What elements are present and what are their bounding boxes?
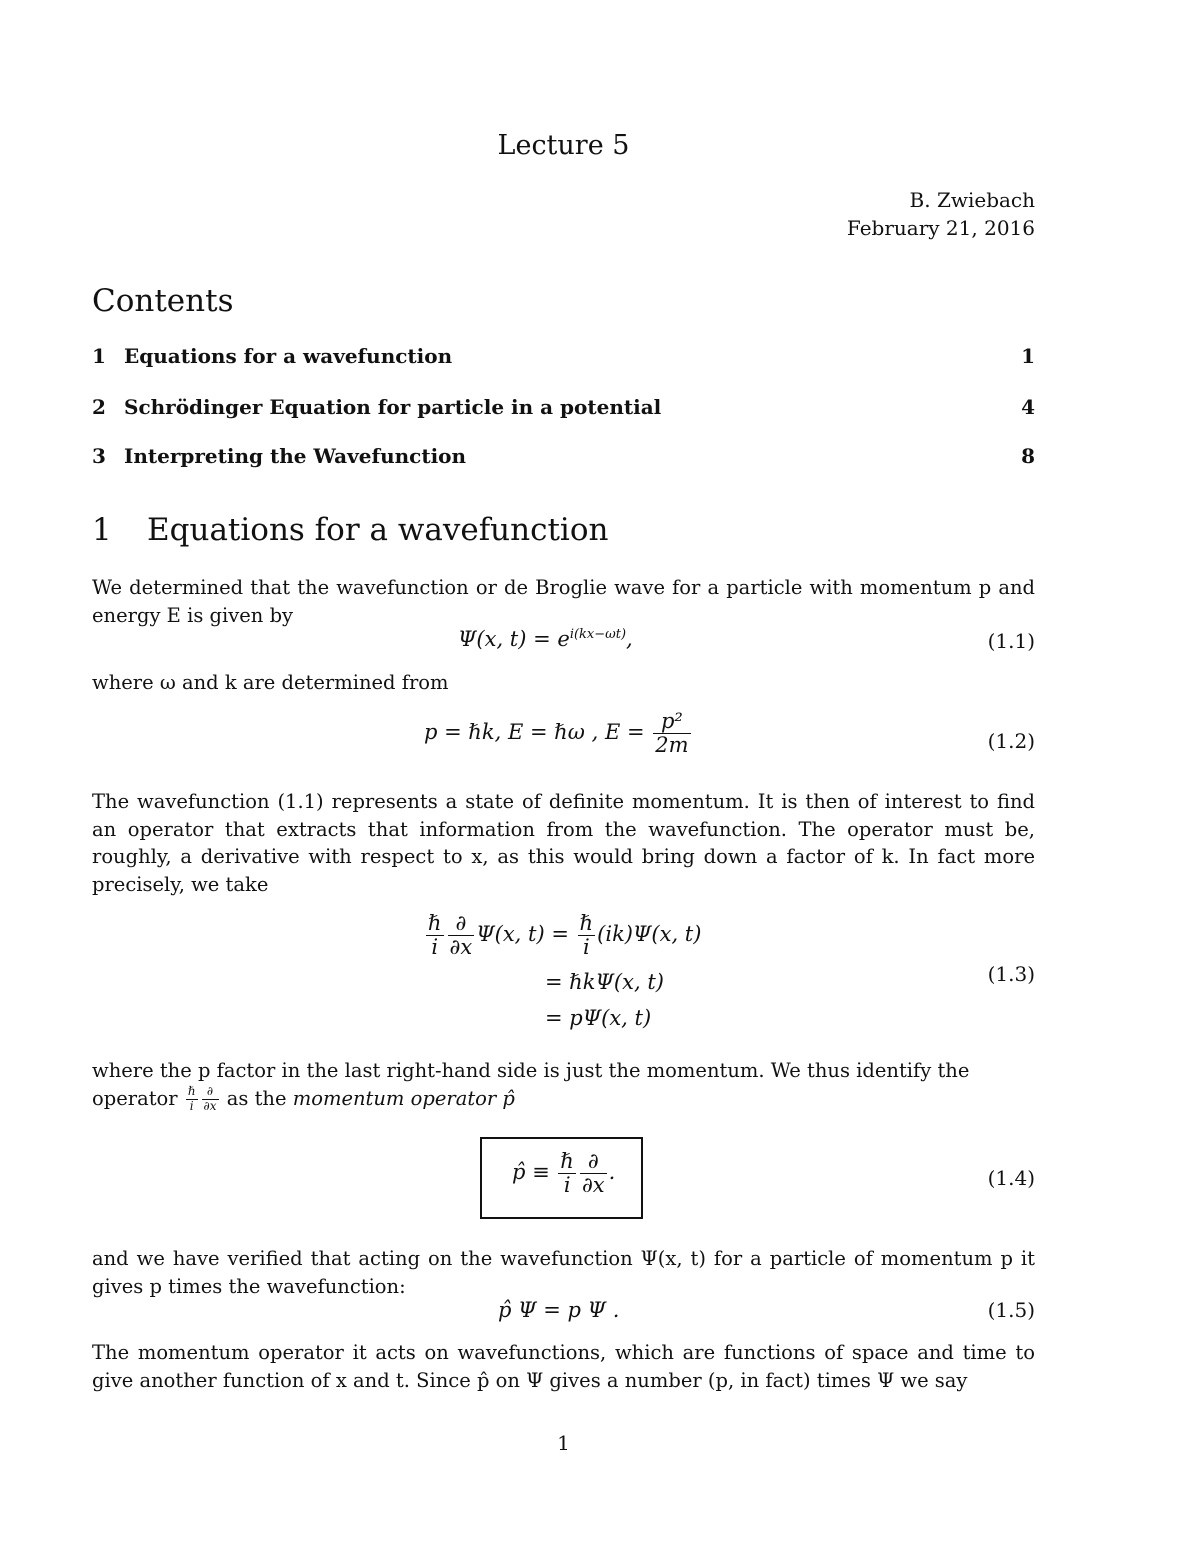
equation-label: (1.4) xyxy=(987,1166,1035,1190)
fraction-denominator: i xyxy=(431,935,439,960)
fraction-numerator: ℏ xyxy=(187,1084,196,1099)
equation-1-4-left: p̂ ≡ xyxy=(512,1160,550,1185)
toc-page: 4 xyxy=(1021,395,1035,419)
equation-1-5: p̂ Ψ = p Ψ . xyxy=(498,1298,620,1322)
fraction-numerator: ∂ xyxy=(580,1150,607,1174)
equation-label: (1.5) xyxy=(987,1298,1035,1322)
equation-1-4-tail: . xyxy=(608,1160,616,1185)
paragraph-4-operator: operator xyxy=(92,1086,178,1110)
toc-entry[interactable] xyxy=(92,395,1035,419)
equation-1-4 xyxy=(512,1150,615,1197)
equation-label: (1.2) xyxy=(987,729,1035,753)
fraction xyxy=(448,912,475,959)
equation-1-3-line-1 xyxy=(424,912,701,959)
equation-1-2-left: p = ℏk, E = ℏω , E = xyxy=(424,720,645,745)
toc-entry[interactable] xyxy=(92,444,1035,468)
toc-entry[interactable] xyxy=(92,344,1035,368)
equation-1-3-line-3: = pΨ(x, t) xyxy=(545,1006,652,1030)
paragraph-2: where ω and k are determined from xyxy=(92,671,449,694)
momentum-operator-term: momentum operator p̂ xyxy=(292,1086,515,1110)
toc-number: 1 xyxy=(92,344,106,368)
section-title: Equations for a wavefunction xyxy=(147,512,609,548)
fraction-numerator: ℏ xyxy=(579,911,594,935)
equation-1-3-line-2: = ℏkΨ(x, t) xyxy=(545,970,664,994)
toc-title: Equations for a wavefunction xyxy=(124,344,453,368)
fraction-denominator: ∂x xyxy=(449,935,473,960)
date: February 21, 2016 xyxy=(846,216,1035,240)
fraction-denominator: i xyxy=(583,935,590,960)
fraction-denominator: i xyxy=(563,1173,571,1198)
fraction-denominator: i xyxy=(189,1098,194,1113)
fraction xyxy=(558,1150,576,1197)
lecture-title: Lecture 5 xyxy=(497,130,630,161)
fraction-numerator: ℏ xyxy=(428,911,442,935)
fraction xyxy=(202,1085,219,1112)
equation-label: (1.1) xyxy=(987,629,1035,653)
equation-1-1-exponent: i(kx−ωt) xyxy=(569,627,627,642)
fraction-denominator: 2m xyxy=(655,733,689,758)
paragraph-4 xyxy=(92,1057,1035,1113)
fraction xyxy=(653,710,690,757)
toc-number: 2 xyxy=(92,395,106,419)
fraction-numerator: ∂ xyxy=(448,912,475,936)
toc-page: 8 xyxy=(1021,444,1035,468)
author: B. Zwiebach xyxy=(909,188,1035,212)
fraction xyxy=(426,912,444,959)
contents-heading: Contents xyxy=(92,283,234,319)
equation-1-3-rhs: (ik)Ψ(x, t) xyxy=(597,922,702,947)
paragraph-4-line-1: where the p factor in the last right-hand side is just the momentum. We thus identify the xyxy=(92,1059,970,1082)
paragraph-3: The wavefunction (1.1) represents a state of definite momentum. It is then of interest to find an operator that extracts that information from the wavefunction. The operator must be, roughly, a derivative with respect to x, as this would bring down a factor of k. In fact more precisely, we take xyxy=(92,790,1035,896)
fraction-denominator: ∂x xyxy=(203,1098,217,1113)
fraction xyxy=(580,1150,607,1197)
section-heading xyxy=(92,512,608,548)
paragraph-6: The momentum operator it acts on wavefunctions, which are functions of space and time to give another function of x and t. Since p̂ on Ψ gives a number (p, in fact) times Ψ we say xyxy=(92,1341,1035,1392)
toc-title: Schrödinger Equation for particle in a potential xyxy=(124,395,662,419)
fraction xyxy=(578,912,596,959)
equation-1-2 xyxy=(424,710,693,757)
fraction-numerator: p² xyxy=(653,710,690,734)
fraction-denominator: ∂x xyxy=(581,1173,605,1198)
fraction-numerator: ∂ xyxy=(202,1085,219,1099)
fraction xyxy=(186,1085,198,1112)
equation-1-1-tail: , xyxy=(626,627,633,651)
equation-label: (1.3) xyxy=(987,962,1035,986)
toc-title: Interpreting the Wavefunction xyxy=(124,444,467,468)
paragraph-5: and we have verified that acting on the wavefunction Ψ(x, t) for a particle of momentum p it gives p times the wavefunction: xyxy=(92,1247,1035,1298)
equation-1-1 xyxy=(458,627,633,651)
equation-1-1-main: Ψ(x, t) = e xyxy=(458,627,570,651)
fraction-numerator: ℏ xyxy=(560,1149,574,1173)
paragraph-4-as-the: as the xyxy=(226,1086,287,1110)
toc-page: 1 xyxy=(1021,344,1035,368)
toc-number: 3 xyxy=(92,444,106,468)
equation-1-3-lhs: Ψ(x, t) = xyxy=(476,922,569,947)
section-number: 1 xyxy=(92,512,112,548)
paragraph-1: We determined that the wavefunction or de Broglie wave for a particle with momentum p and energy E is given by xyxy=(92,576,1035,627)
paragraph-4-line-2 xyxy=(92,1085,1035,1113)
page-number: 1 xyxy=(557,1431,570,1455)
